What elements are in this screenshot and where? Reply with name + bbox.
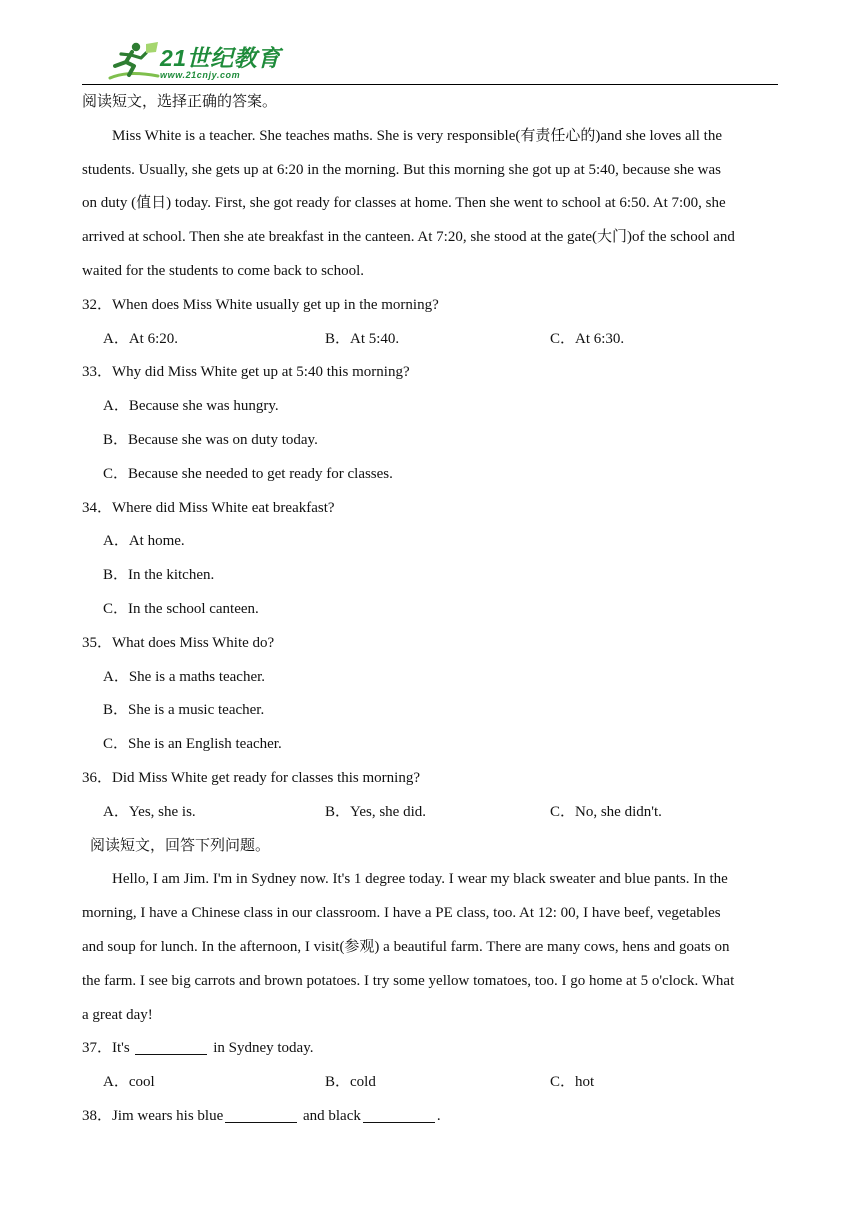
question-33: 33．Why did Miss White get up at 5:40 this morning? xyxy=(82,364,410,381)
passage-line: Miss White is a teacher. She teaches maths. She is very responsible(有责任心的)and she loves all the xyxy=(112,127,723,144)
option-c[interactable]: C．No, she didn't. xyxy=(550,803,662,820)
option-c[interactable]: C．At 6:30. xyxy=(550,330,625,347)
question-34: 34．Where did Miss White eat breakfast? xyxy=(82,499,335,516)
question-36-options xyxy=(82,796,778,830)
option-a[interactable]: A．cool xyxy=(103,1074,155,1091)
question-36: 36．Did Miss White get ready for classes this morning? xyxy=(82,769,420,786)
question-37-text-after: in Sydney today. xyxy=(213,1040,314,1057)
option-a[interactable]: A．She is a maths teacher. xyxy=(103,668,266,685)
section2-passage xyxy=(82,863,778,1032)
question-32-options xyxy=(82,323,778,357)
option-c[interactable]: C．Because she needed to get ready for classes. xyxy=(103,465,393,482)
section1-passage xyxy=(82,120,778,289)
passage-line: on duty (值日) today. First, she got ready for classes at home. Then she went to school at 6:50. At 7:00, she xyxy=(82,195,726,212)
option-b[interactable]: B．In the kitchen. xyxy=(103,567,215,584)
option-c[interactable]: C．hot xyxy=(550,1074,595,1091)
answer-blank[interactable] xyxy=(363,1106,435,1123)
question-37 xyxy=(82,1032,778,1066)
worksheet-content xyxy=(82,86,778,1134)
question-37-text-before: 37．It's xyxy=(82,1040,130,1057)
passage-line: morning, I have a Chinese class in our classroom. I have a PE class, too. At 12: 00, I have beef, vegetables xyxy=(82,905,721,922)
site-logo xyxy=(102,40,281,82)
question-38-text-middle: and black xyxy=(302,1107,361,1124)
passage-line: students. Usually, she gets up at 6:20 in the morning. But this morning she got up at 5:40, because she was xyxy=(82,161,721,178)
option-a[interactable]: A．At home. xyxy=(103,533,185,550)
option-b[interactable]: B．At 5:40. xyxy=(325,330,400,347)
option-a[interactable]: A．At 6:20. xyxy=(103,330,179,347)
option-c[interactable]: C．She is an English teacher. xyxy=(103,736,282,753)
section1-instruction: 阅读短文，选择正确的答案。 xyxy=(82,94,278,110)
question-35: 35．What does Miss White do? xyxy=(82,634,275,651)
option-a[interactable]: A．Yes, she is. xyxy=(103,803,196,820)
question-38-text-after: . xyxy=(436,1107,441,1124)
header-divider xyxy=(82,84,778,85)
passage-line: waited for the students to come back to school. xyxy=(82,262,365,279)
runner-logo-icon xyxy=(102,40,162,82)
logo-url: www.21cnjy.com xyxy=(160,70,241,80)
passage-line: Hello, I am Jim. I'm in Sydney now. It's 1 degree today. I wear my black sweater and blue pants. In the xyxy=(112,871,728,888)
answer-blank[interactable] xyxy=(135,1038,207,1055)
question-32: 32．When does Miss White usually get up in the morning? xyxy=(82,296,439,313)
logo-title: 21世纪教育 xyxy=(160,45,281,71)
passage-line: and soup for lunch. In the afternoon, I visit(参观) a beautiful farm. There are many cows, hens and goats on xyxy=(82,938,730,955)
passage-line: the farm. I see big carrots and brown potatoes. I try some yellow tomatoes, too. I go home at 5 o'clock. What xyxy=(82,972,735,989)
option-b[interactable]: B．She is a music teacher. xyxy=(103,702,265,719)
question-37-options xyxy=(82,1066,778,1100)
option-b[interactable]: B．cold xyxy=(325,1074,376,1091)
option-b[interactable]: B．Yes, she did. xyxy=(325,803,426,820)
option-a[interactable]: A．Because she was hungry. xyxy=(103,398,279,415)
answer-blank[interactable] xyxy=(225,1106,297,1123)
question-38-text-before: 38．Jim wears his blue xyxy=(82,1107,224,1124)
passage-line: arrived at school. Then she ate breakfast in the canteen. At 7:20, she stood at the gate(大门)of the school and xyxy=(82,229,735,246)
page-header xyxy=(82,40,778,86)
section2-instruction: 阅读短文，回答下列问题。 xyxy=(90,837,271,854)
option-c[interactable]: C．In the school canteen. xyxy=(103,600,259,617)
question-38 xyxy=(82,1100,778,1134)
passage-line: a great day! xyxy=(82,1006,153,1023)
option-b[interactable]: B．Because she was on duty today. xyxy=(103,431,318,448)
